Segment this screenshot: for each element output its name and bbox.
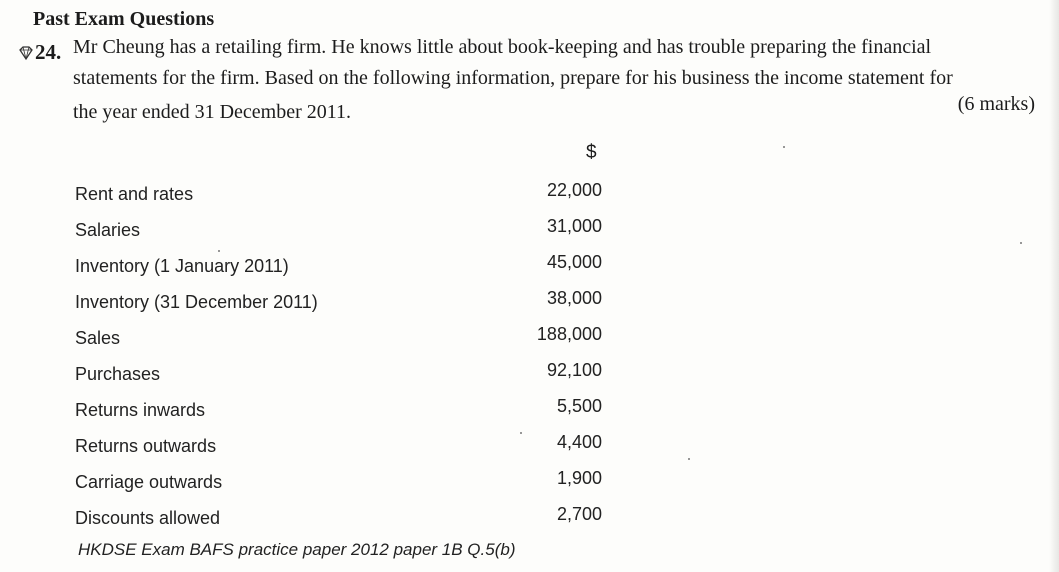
print-speck (783, 146, 785, 148)
print-speck (688, 458, 690, 460)
print-speck (520, 432, 522, 434)
item-label: Inventory (1 January 2011) (75, 256, 289, 276)
page-edge-shadow (1049, 0, 1059, 572)
item-amount: 92,100 (546, 360, 602, 380)
item-label: Returns outwards (75, 436, 217, 456)
question-text-line: the year ended 31 December 2011. (73, 101, 352, 123)
item-label: Salaries (75, 220, 141, 240)
item-amount: 31,000 (546, 216, 602, 236)
item-amount: 38,000 (546, 288, 602, 308)
question-text-line: Mr Cheung has a retailing firm. He knows little about book-keeping and has trouble preparing the financial (73, 36, 932, 58)
item-amount: 188,000 (536, 324, 602, 344)
marks-label: (6 marks) (957, 93, 1035, 115)
print-speck (1020, 242, 1022, 244)
question-number: 24. (35, 40, 62, 64)
source-note: HKDSE Exam BAFS practice paper 2012 paper 1B Q.5(b) (78, 540, 516, 559)
item-label: Carriage outwards (75, 472, 223, 492)
item-label: Rent and rates (75, 184, 194, 204)
diamond-icon (18, 45, 34, 61)
item-amount: 4,400 (556, 432, 602, 452)
item-amount: 45,000 (546, 252, 602, 272)
item-amount: 22,000 (546, 180, 602, 200)
item-amount: 1,900 (556, 468, 602, 488)
currency-header: $ (586, 142, 597, 163)
item-label: Sales (75, 328, 121, 348)
item-amount: 2,700 (556, 504, 602, 524)
item-amount: 5,500 (556, 396, 602, 416)
section-title: Past Exam Questions (33, 8, 215, 30)
question-text-line: statements for the firm. Based on the following information, prepare for his business the income statement for (73, 67, 953, 89)
item-label: Discounts allowed (75, 508, 221, 528)
item-label: Returns inwards (75, 400, 206, 420)
item-label: Purchases (75, 364, 161, 384)
item-label: Inventory (31 December 2011) (75, 292, 318, 312)
print-speck (218, 250, 220, 252)
